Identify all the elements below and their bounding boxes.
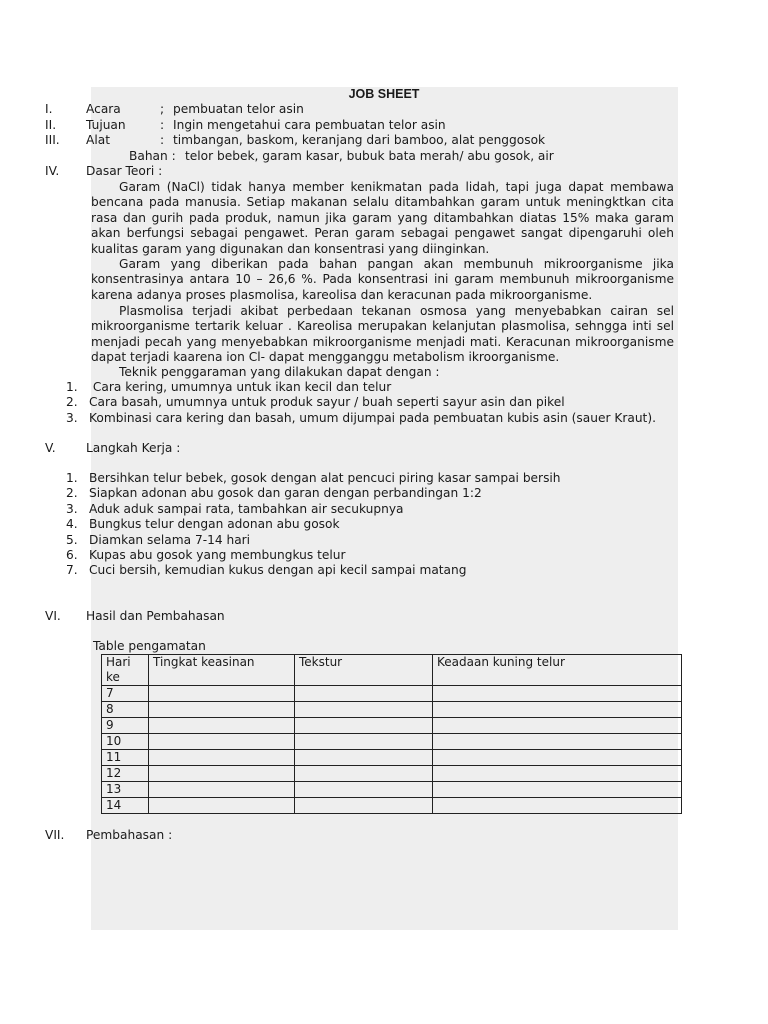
acara-value: pembuatan telor asin [173,102,304,116]
table-cell[interactable] [149,766,295,782]
table-row [102,734,682,750]
tujuan-value: Ingin mengetahui cara pembuatan telor asin [173,118,446,132]
list-item: 5. Diamkan selama 7-14 hari [66,532,251,547]
list-item: 2. Siapkan adonan abu gosok dan garan dengan perbandingan 1:2 [66,486,482,501]
day-cell: 7 [102,686,149,702]
table-header-row [102,655,682,686]
table-cell[interactable] [433,718,682,734]
table-cell[interactable] [295,718,433,734]
table-caption: Table pengamatan [93,639,206,653]
table-row [102,766,682,782]
step-list [66,471,561,579]
list-item: 2. Cara basah, umumnya untuk produk sayur / buah seperti sayur asin dan pikel [66,395,565,410]
langkah-kerja-label: Langkah Kerja : [86,441,181,455]
list-item: 1. Cara kering, umumnya untuk ikan kecil dan telur [66,380,392,394]
theory-techniques-intro: Teknik penggaraman yang dilakukan dapat dengan : [119,365,440,379]
day-cell: 8 [102,702,149,718]
page-title: JOB SHEET [348,87,420,101]
table-row [102,686,682,702]
header-tekstur: Tekstur [295,655,433,686]
pembahasan-label: Pembahasan : [86,828,173,842]
table-cell[interactable] [433,686,682,702]
section-numeral: VII. [45,828,65,842]
section-numeral: IV. [45,164,60,178]
hasil-label: Hasil dan Pembahasan [86,609,225,623]
table-cell[interactable] [433,766,682,782]
tujuan-separator: : [160,118,165,132]
list-item: 6. Kupas abu gosok yang membungkus telur [66,548,346,563]
day-cell: 14 [102,798,149,814]
header-keadaan-kuning-telur: Keadaan kuning telur [433,655,682,686]
table-cell[interactable] [149,782,295,798]
acara-label: Acara [86,102,121,116]
table-cell[interactable] [295,686,433,702]
table-cell[interactable] [295,750,433,766]
section-numeral: III. [45,133,60,147]
table-cell[interactable] [433,750,682,766]
table-cell[interactable] [149,702,295,718]
alat-separator: : [160,133,165,147]
table-cell[interactable] [295,766,433,782]
table-row [102,798,682,814]
day-cell: 11 [102,750,149,766]
table-cell[interactable] [149,750,295,766]
table-row [102,750,682,766]
table-row [102,718,682,734]
technique-list [66,380,656,426]
table-cell[interactable] [433,798,682,814]
acara-separator: ; [160,102,165,116]
bahan-label: Bahan : [129,149,176,163]
section-numeral: I. [45,102,53,116]
header-hari-ke: Hari ke [102,655,149,686]
table-cell[interactable] [433,702,682,718]
table-cell[interactable] [149,734,295,750]
alat-value: timbangan, baskom, keranjang dari bamboo, alat penggosok [173,133,546,147]
theory-paragraph-2: Garam yang diberikan pada bahan pangan akan membunuh mikroorganisme jika konsentrasinya antara 10 – 26,6 %. Pada konsentrasi ini garam membunuh mikroorganisme karena adanya proses plasmolisa, kareolisa dan keracunan pada mikroorganisme. [91,257,674,302]
day-cell: 13 [102,782,149,798]
list-item: 3. Aduk aduk sampai rata, tambahkan air secukupnya [66,501,404,516]
section-numeral: II. [45,118,57,132]
alat-label: Alat [86,133,110,147]
list-item: 1. Bersihkan telur bebek, gosok dengan alat pencuci piring kasar sampai bersih [66,471,561,485]
section-numeral: V. [45,441,56,455]
table-row [102,702,682,718]
table-cell[interactable] [149,686,295,702]
theory-paragraph-3: Plasmolisa terjadi akibat perbedaan tekanan osmosa yang menyebabkan cairan sel mikroorganisme tertarik keluar . Kareolisa merupakan kelanjutan plasmolisa, sehngga inti sel menjadi pecah yang menyebabkan mikroorganisme menjadi mati. Keracunan mikroorganisme dapat terjadi kaarena ion Cl- dapat mengganggu metabolism ikroorganisme. [91,304,674,365]
header-tingkat-keasinan: Tingkat keasinan [149,655,295,686]
table-row [102,782,682,798]
table-cell[interactable] [295,734,433,750]
table-cell[interactable] [295,702,433,718]
table-cell[interactable] [295,798,433,814]
table-cell[interactable] [433,782,682,798]
table-cell[interactable] [295,782,433,798]
theory-paragraph-1: Garam (NaCl) tidak hanya member kenikmatan pada lidah, tapi juga dapat membawa bencana pada manusia. Setiap makanan selalu ditambahkan garam untuk meningktkan cita rasa dan gurih pada produk, namun jika garam yang ditambahkan diatas 15% maka garam akan berfungsi sebagai pengawet. Peran garam sebagai pengawet sangat dipengaruhi oleh kualitas garam yang digunakan dan konsentrasi yang diinginkan. [91,180,674,256]
bahan-value: telor bebek, garam kasar, bubuk bata merah/ abu gosok, air [185,149,554,163]
table-cell[interactable] [433,734,682,750]
list-item: 3. Kombinasi cara kering dan basah, umum dijumpai pada pembuatan kubis asin (sauer Kraut). [66,410,656,425]
list-item: 4. Bungkus telur dengan adonan abu gosok [66,517,340,532]
day-cell: 9 [102,718,149,734]
day-cell: 12 [102,766,149,782]
list-item: 7. Cuci bersih, kemudian kukus dengan api kecil sampai matang [66,563,467,578]
day-cell: 10 [102,734,149,750]
table-cell[interactable] [149,718,295,734]
dasar-teori-label: Dasar Teori : [86,164,163,178]
tujuan-label: Tujuan [86,118,126,132]
observation-table [101,654,682,814]
table-cell[interactable] [149,798,295,814]
section-numeral: VI. [45,609,61,623]
